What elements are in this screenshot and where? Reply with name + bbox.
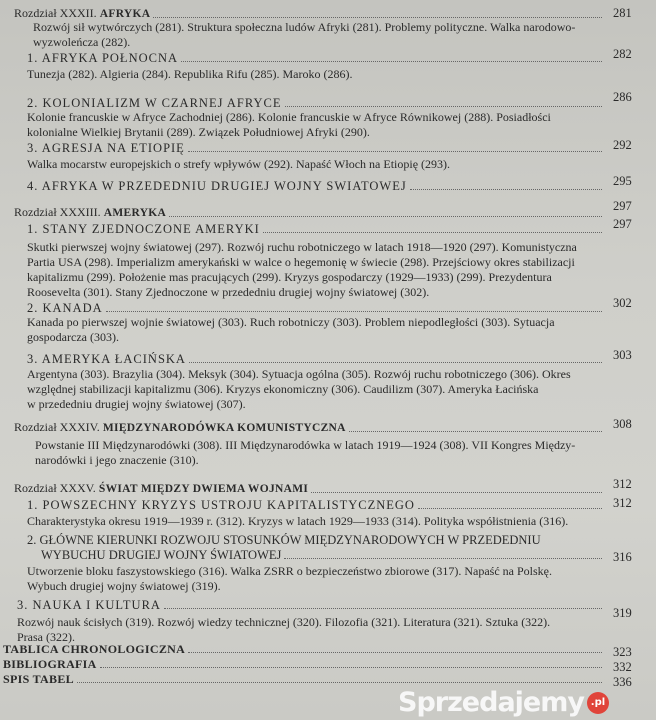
toc-entry-description: Skutki pierwszej wojny światowej (297). Rozwój ruchu robotniczego w latach 1918—1920 (297). Komunistyczna: [27, 240, 577, 254]
toc-entry-section[interactable]: [27, 533, 541, 547]
dot-leader: [349, 431, 602, 432]
toc-entry-chapter[interactable]: [14, 420, 605, 435]
toc-entry-description: Kanada po pierwszej wojnie światowej (303). Ruch robotniczy (303). Problem niepodległości (303). Sytuacja: [27, 315, 555, 329]
dot-leader: [418, 508, 602, 509]
toc-entry-description: Argentyna (303). Brazylia (304). Meksyk (304). Sytuacja ogólna (305). Rozwój ruchu robotniczego (306). Okres: [27, 367, 571, 381]
watermark: [398, 689, 609, 717]
toc-page-number: 297: [613, 217, 632, 231]
toc-entry-chapter[interactable]: [14, 205, 605, 220]
toc-entry-title: [14, 205, 166, 220]
toc-entry-description: kolonialne Wielkiej Brytanii (289). Związek Południowej Afryki (290).: [27, 125, 370, 139]
toc-entry-section[interactable]: [27, 352, 605, 366]
chapter-title: AMERYKA: [103, 207, 167, 219]
toc-entry-title: [14, 6, 150, 21]
toc-entry-description: Charakterystyka okresu 1919—1939 r. (312). Kryzys w latach 1929—1933 (314). Polityka współistnienia (316).: [27, 514, 569, 528]
dot-leader: [100, 667, 602, 668]
toc-entry-description: Rozwój sił wytwórczych (281). Struktura społeczna ludów Afryki (281). Problemy polityczne. Walka narodowo-: [33, 20, 576, 34]
dot-leader: [285, 106, 602, 107]
toc-page-number: 316: [613, 550, 632, 564]
toc-entry-title: 2. GŁÓWNE KIERUNKI ROZWOJU STOSUNKÓW MIĘDZYNARODOWYCH W PRZEDEDNIU: [27, 533, 541, 547]
chapter-title: MIĘDZYNARODÓWKA KOMUNISTYCZNA: [102, 422, 346, 434]
toc-page-number: 303: [613, 348, 632, 362]
toc-entry-description: Prasa (322).: [17, 630, 75, 644]
toc-entry-title: [14, 420, 346, 435]
toc-entry-title: SPIS TABEL: [3, 672, 74, 686]
toc-entry-description: Partia USA (298). Imperializm amerykański w walce o hegemonię w świecie (298). Przejściowy okres stabilizacji: [27, 255, 575, 269]
toc-page-number: 323: [613, 645, 632, 659]
toc-entry-title: 3. NAUKA I KULTURA: [17, 598, 161, 612]
toc-entry-description: względnej stabilizacji kapitalizmu (306). Kryzys ekonomiczny (306). Caudilizm (307). Ameryka Łacińska: [27, 382, 539, 396]
toc-entry-section[interactable]: [27, 301, 605, 315]
toc-entry-section[interactable]: [27, 222, 605, 236]
toc-page-number: 302: [613, 296, 632, 310]
toc-entry-title: 2. KANADA: [27, 301, 103, 315]
toc-entry-title: BIBLIOGRAFIA: [3, 657, 97, 671]
toc-page-number: 332: [613, 660, 632, 674]
toc-entry-description: Kolonie francuskie w Afryce Zachodniej (286). Kolonie francuskie w Afryce Równikowej (288). Posiadłości: [27, 110, 551, 124]
toc-entry-chapter[interactable]: [14, 6, 605, 21]
toc-entry-title: 3. AMERYKA ŁACIŃSKA: [27, 352, 186, 366]
toc-entry-title: 3. AGRESJA NA ETIOPIĘ: [27, 141, 185, 155]
toc-entry-description: Walka mocarstw europejskich o strefy wpływów (292). Napaść Włoch na Etiopię (293).: [27, 157, 451, 171]
toc-page-number: 312: [613, 496, 632, 510]
dot-leader: [284, 558, 602, 559]
toc-page-number: 297: [613, 199, 632, 213]
toc-entry-description: Rozwój nauk ścisłych (319). Rozwój wiedzy technicznej (320). Filozofia (321). Literatura (321). Sztuka (322).: [17, 615, 551, 629]
dot-leader: [106, 311, 602, 312]
toc-entry-description: w przededniu drugiej wojny światowej (307).: [27, 397, 246, 411]
chapter-label: Rozdział XXXIV.: [14, 420, 100, 434]
dot-leader: [181, 61, 602, 62]
chapter-label: Rozdział XXXII.: [14, 6, 97, 20]
toc-entry-section[interactable]: [41, 548, 605, 562]
toc-entry-title: 1. POWSZECHNY KRYZYS USTROJU KAPITALISTYCZNEGO: [27, 498, 415, 512]
dot-leader: [77, 682, 602, 683]
toc-entry-description: gospodarcza (303).: [27, 330, 119, 344]
toc-entry-section[interactable]: [27, 179, 605, 193]
toc-entry-section[interactable]: [27, 141, 605, 155]
toc-entry-section[interactable]: [27, 498, 605, 512]
watermark-badge: .pl: [587, 692, 609, 714]
toc-page-number: 308: [613, 417, 632, 431]
toc-entry-top[interactable]: [3, 657, 605, 671]
toc-entry-title: 4. AFRYKA W PRZEDEDNIU DRUGIEJ WOJNY SWIATOWEJ: [27, 179, 407, 193]
dot-leader: [188, 151, 602, 152]
toc-entry-description: narodówki i jego znaczenie (310).: [35, 453, 199, 467]
toc-entry-title: WYBUCHU DRUGIEJ WOJNY ŚWIATOWEJ: [41, 548, 282, 562]
toc-entry-title: TABLICA CHRONOLOGICZNA: [3, 642, 186, 656]
dot-leader: [410, 189, 602, 190]
dot-leader: [189, 362, 602, 363]
toc-entry-chapter[interactable]: [14, 481, 605, 496]
dot-leader: [169, 216, 602, 217]
toc-page-number: 292: [613, 138, 632, 152]
toc-entry-description: kapitalizmu (299). Położenie mas pracujących (299). Kryzys gospodarczy (1929—1933) (299). Prezydentura: [27, 270, 552, 284]
toc-page-number: 336: [613, 675, 632, 689]
toc-entry-title: 1. STANY ZJEDNOCZONE AMERYKI: [27, 222, 260, 236]
dot-leader: [164, 608, 602, 609]
dot-leader: [263, 232, 602, 233]
toc-page-number: 281: [613, 6, 632, 20]
chapter-title: ŚWIAT MIĘDZY DWIEMA WOJNAMI: [98, 483, 309, 495]
chapter-label: Rozdział XXXIII.: [14, 205, 101, 219]
toc-entry-title: [14, 481, 308, 496]
dot-leader: [153, 17, 602, 18]
toc-entry-description: Powstanie III Międzynarodówki (308). III Międzynarodówka w latach 1919—1924 (308). VII Kongres Między-: [35, 438, 576, 452]
toc-entry-description: Utworzenie bloku faszystowskiego (316). Walka ZSRR o bezpieczeństwo zbiorowe (317). Napaść na Polskę.: [27, 564, 553, 578]
toc-entry-title: 2. KOLONIALIZM W CZARNEJ AFRYCE: [27, 96, 282, 110]
chapter-label: Rozdział XXXV.: [14, 481, 96, 495]
toc-page-number: 295: [613, 174, 632, 188]
toc-entry-description: Tunezja (282). Algieria (284). Republika Rifu (285). Maroko (286).: [27, 67, 353, 81]
toc-page-number: 312: [613, 477, 632, 491]
toc-page-number: 286: [613, 90, 632, 104]
toc-page-number: 319: [613, 606, 632, 620]
toc-entry-title: 1. AFRYKA POŁNOCNA: [27, 51, 179, 65]
dot-leader: [311, 492, 602, 493]
dot-leader: [188, 652, 602, 653]
toc-entry-description: Roosevelta (301). Stany Zjednoczone w przededniu drugiej wojny światowej (302).: [27, 285, 430, 299]
toc-entry-top[interactable]: [3, 642, 605, 656]
toc-entry-description: Wybuch drugiej wojny światowej (319).: [27, 579, 221, 593]
toc-entry-top[interactable]: [3, 672, 605, 686]
chapter-title: AFRYKA: [99, 8, 151, 20]
toc-entry-section[interactable]: [27, 51, 605, 65]
toc-page-number: 282: [613, 47, 632, 61]
watermark-logo: Sprzedajemy: [398, 687, 584, 718]
toc-entry-section[interactable]: [27, 96, 605, 110]
toc-entry-description: wyzwoleńcza (282).: [33, 35, 131, 49]
toc-entry-section[interactable]: [17, 598, 605, 612]
